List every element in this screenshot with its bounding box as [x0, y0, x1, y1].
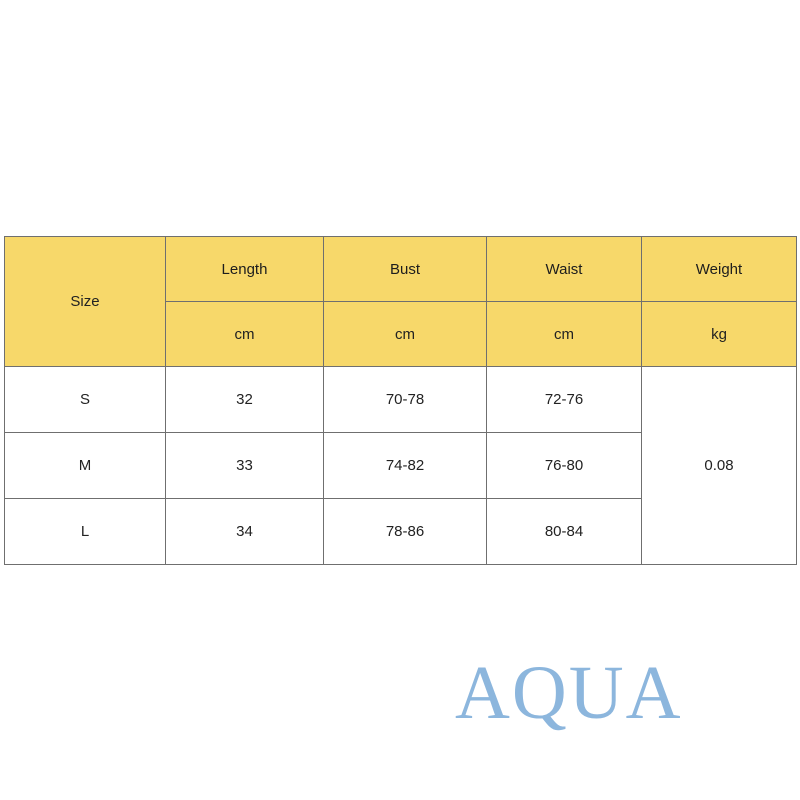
header-bust: Bust	[324, 237, 487, 302]
unit-weight: kg	[642, 302, 797, 367]
cell-bust-m: 74-82	[324, 433, 487, 499]
unit-bust: cm	[324, 302, 487, 367]
cell-waist-l: 80-84	[487, 499, 642, 565]
cell-weight-all: 0.08	[642, 367, 797, 565]
table-row	[5, 367, 797, 433]
cell-size-m: M	[5, 433, 166, 499]
cell-waist-s: 72-76	[487, 367, 642, 433]
header-weight: Weight	[642, 237, 797, 302]
unit-waist: cm	[487, 302, 642, 367]
brand-logo: AQUA	[455, 651, 683, 735]
header-length: Length	[166, 237, 324, 302]
header-waist: Waist	[487, 237, 642, 302]
header-size: Size	[5, 237, 166, 367]
table-header-row	[5, 237, 797, 302]
cell-bust-s: 70-78	[324, 367, 487, 433]
cell-size-s: S	[5, 367, 166, 433]
cell-length-l: 34	[166, 499, 324, 565]
size-chart-table	[4, 236, 797, 565]
cell-size-l: L	[5, 499, 166, 565]
cell-length-s: 32	[166, 367, 324, 433]
cell-waist-m: 76-80	[487, 433, 642, 499]
unit-length: cm	[166, 302, 324, 367]
cell-bust-l: 78-86	[324, 499, 487, 565]
cell-length-m: 33	[166, 433, 324, 499]
